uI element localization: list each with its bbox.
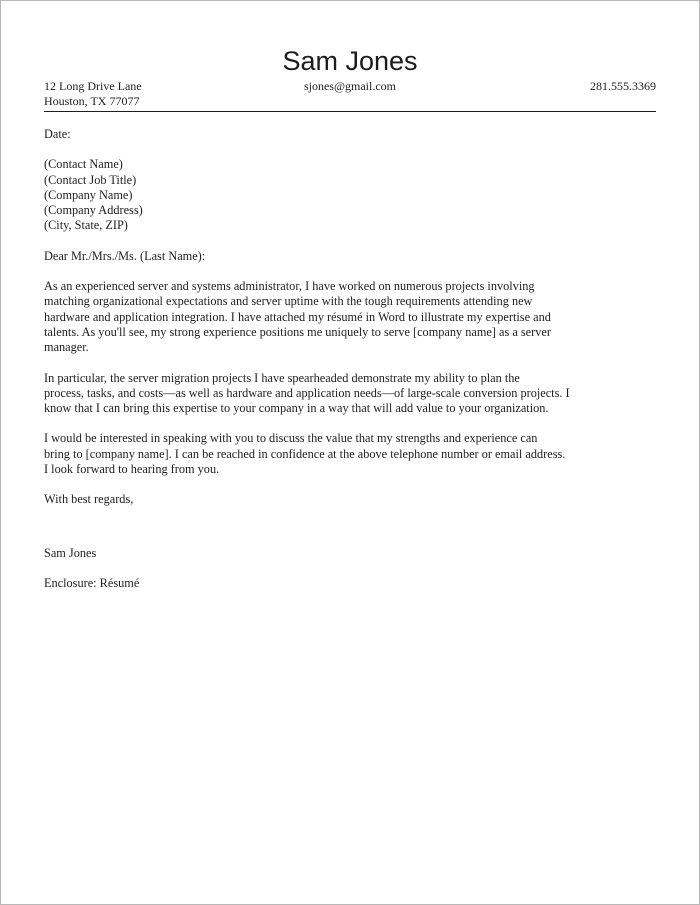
paragraph-3: [44, 431, 655, 477]
paragraph-line: I would be interested in speaking with you to discuss the value that my strengths and experience can: [44, 431, 538, 446]
enclosure: Enclosure: Résumé: [44, 575, 140, 590]
paragraph-line: process, tasks, and costs—as well as hardware and application needs—of large-scale conversion projects. I: [44, 385, 570, 400]
date-label: Date:: [44, 127, 71, 141]
closing: With best regards,: [44, 492, 134, 507]
recipient-line: (Contact Job Title): [44, 172, 137, 187]
paragraph-line: In particular, the server migration projects I have spearheaded demonstrate my ability to plan the: [44, 370, 520, 385]
paragraph-line: I look forward to hearing from you.: [44, 462, 220, 477]
sender-phone: 281.555.3369: [590, 79, 656, 93]
paragraph-line: matching organizational expectations and server uptime with the tough requirements attending new: [44, 294, 533, 309]
sender-email: sjones@gmail.com: [303, 79, 397, 93]
paragraph-2: [44, 371, 655, 417]
paragraph-1: [44, 279, 655, 355]
contact-row: [44, 79, 656, 111]
salutation: Dear Mr./Mrs./Ms. (Last Name):: [44, 248, 206, 263]
sender-name: Sam Jones: [282, 46, 418, 76]
paragraph-line: bring to [company name]. I can be reached in confidence at the above telephone number or email address.: [44, 446, 566, 461]
header-divider: [44, 111, 656, 112]
paragraph-line: hardware and application integration. I have attached my résumé in Word to illustrate my expertise and: [44, 309, 551, 324]
recipient-line: (Company Name): [44, 187, 133, 202]
paragraph-line: manager.: [44, 340, 89, 355]
letter-body: [44, 127, 655, 606]
paragraph-line: know that I can bring this expertise to your company in a way that will add value to your organization.: [44, 401, 549, 416]
recipient-block: [44, 157, 655, 233]
recipient-line: (Company Address): [44, 203, 143, 218]
paragraph-line: talents. As you'll see, my strong experience positions me uniquely to serve [company name] as a server: [44, 324, 551, 339]
recipient-line: (Contact Name): [44, 157, 123, 172]
address-line-1: 12 Long Drive Lane: [44, 79, 142, 93]
address-line-2: Houston, TX 77077: [44, 94, 140, 108]
signature-name: Sam Jones: [44, 545, 97, 560]
recipient-line: (City, State, ZIP): [44, 218, 128, 233]
paragraph-line: As an experienced server and systems administrator, I have worked on numerous projects involving: [44, 279, 535, 294]
